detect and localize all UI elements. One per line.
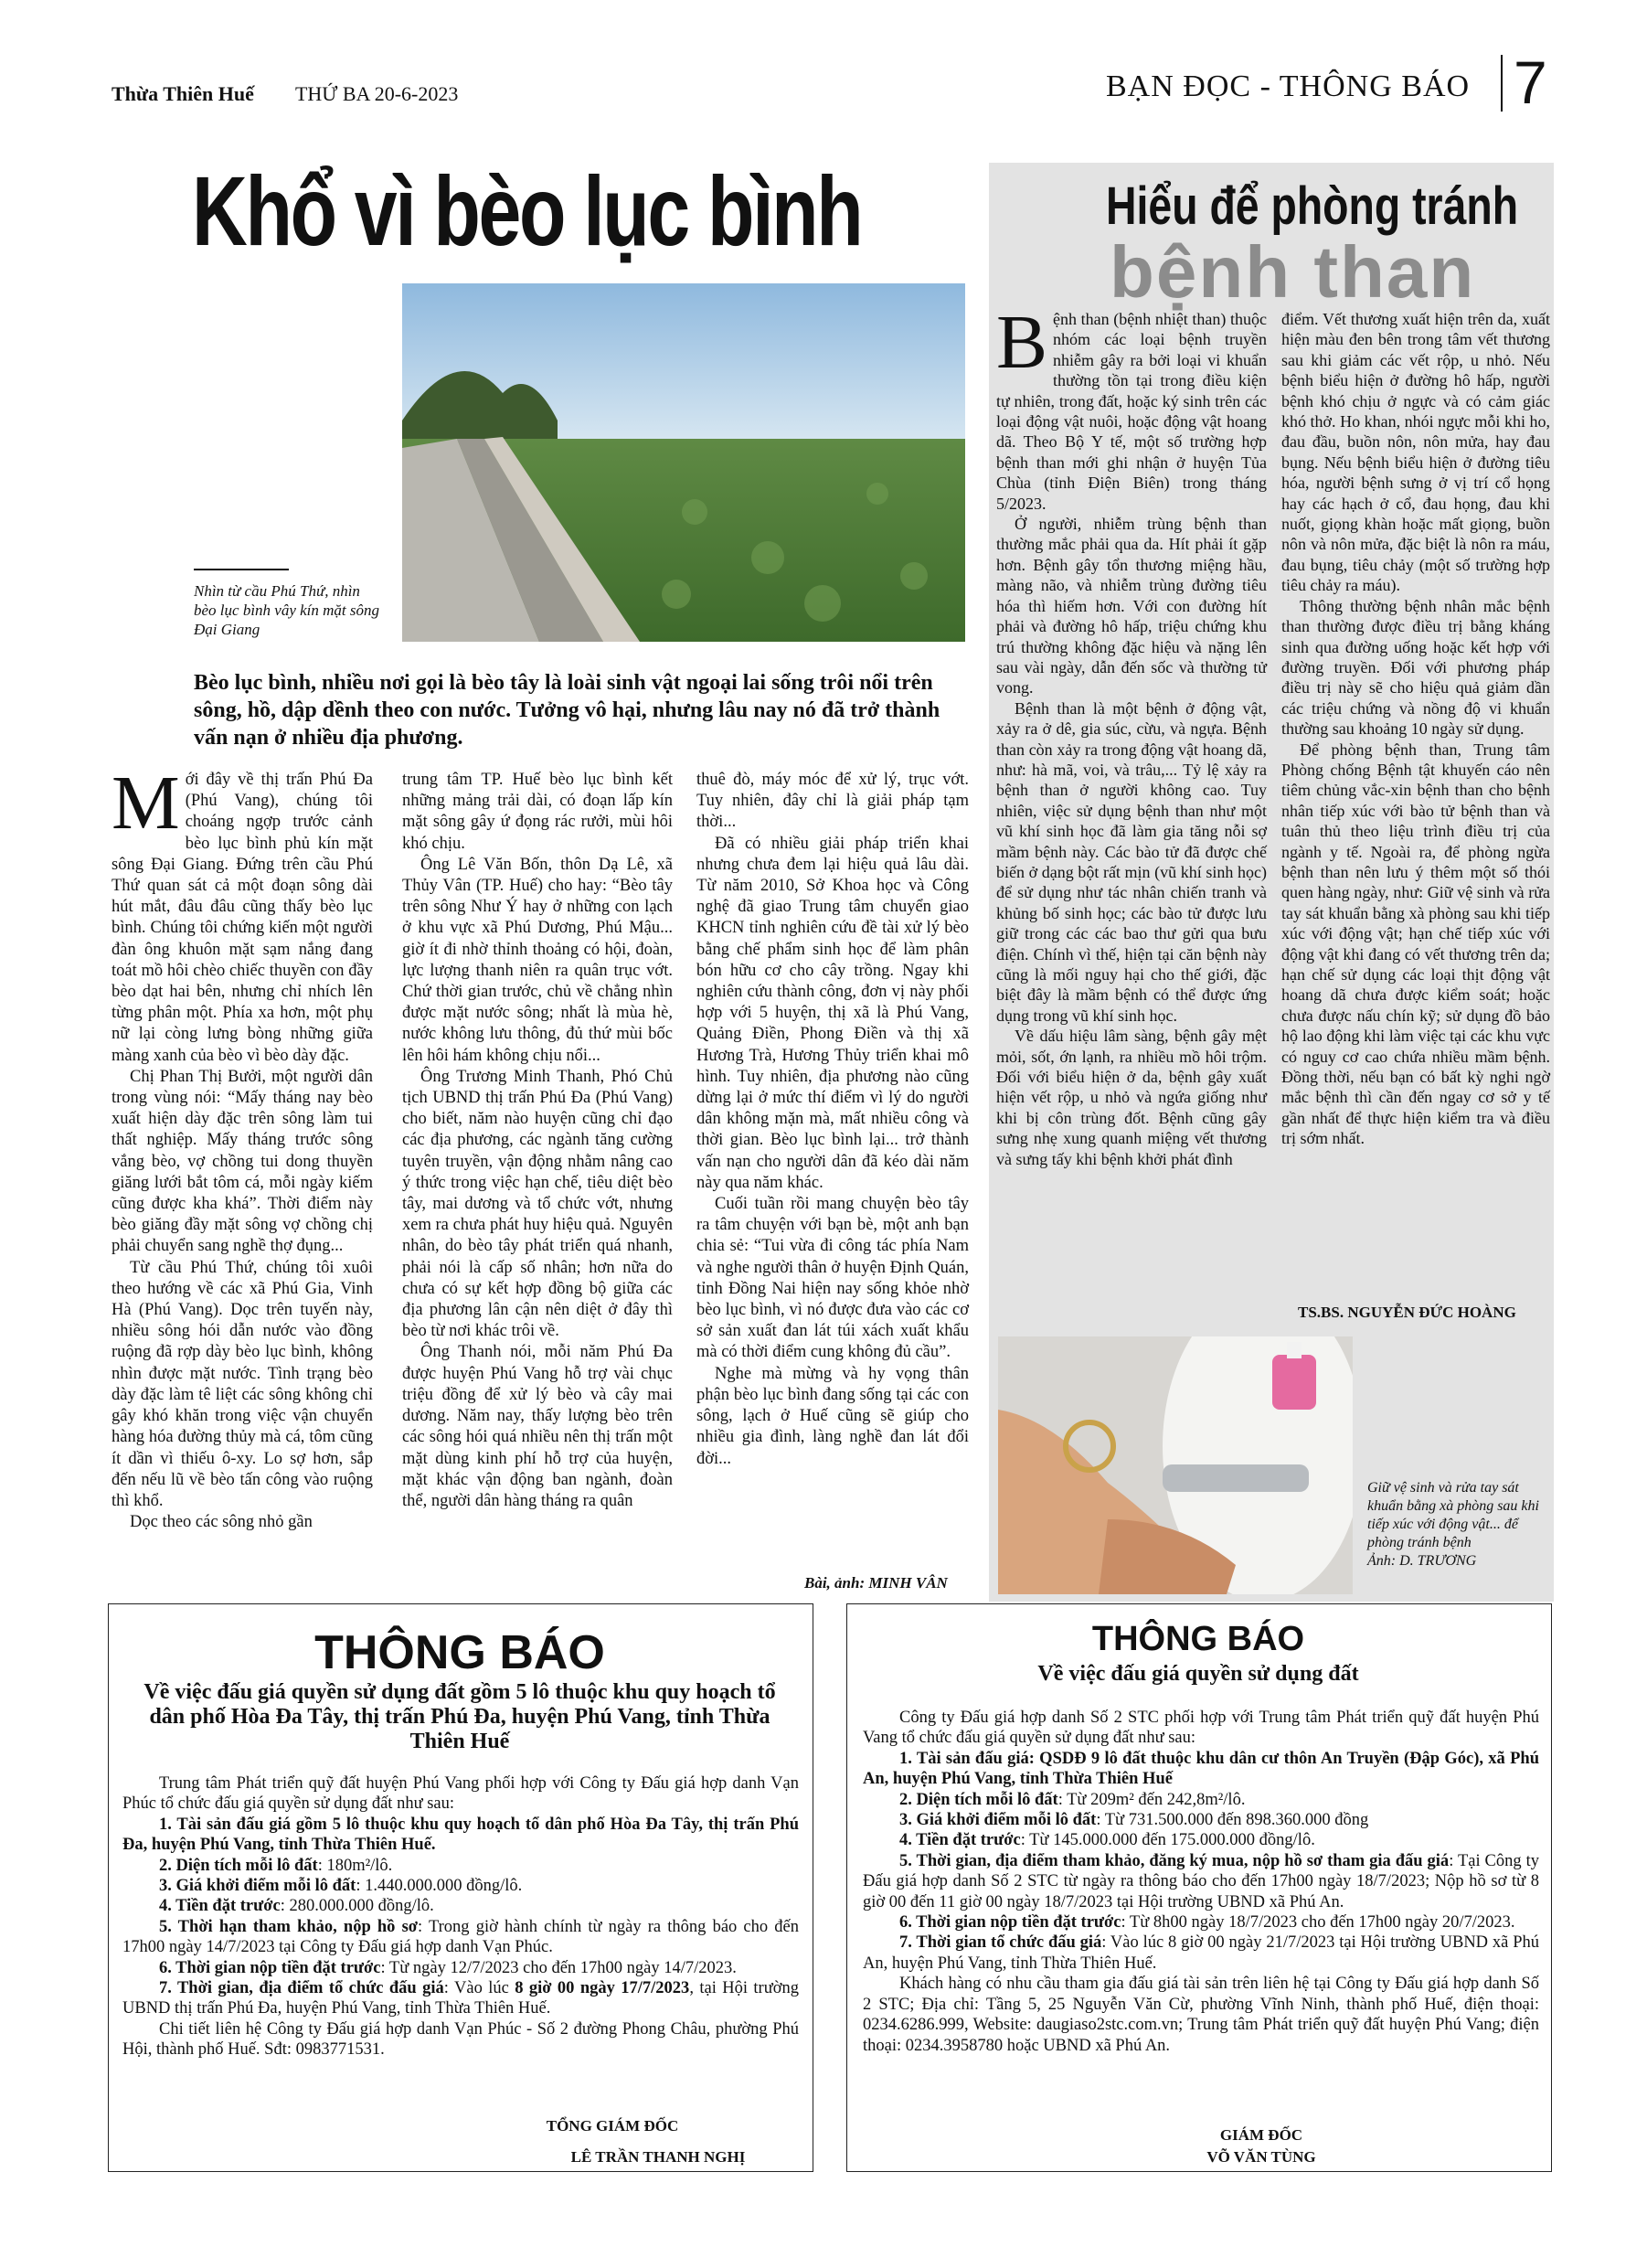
paragraph: Về dấu hiệu lâm sàng, bệnh gây mệt mỏi, sốt, ớn lạnh, ra nhiều mồ hôi trộm. Đối với biểu hiện ở da, bệnh gây xuất hiện vết rộp, u nhỏ và ngứa giống như khi bị côn trùng đốt. Bệnh cũng gây sưng nhẹ xung quanh miệng vết thương và sưng tấy khi bệnh khởi phát đình	[996, 1027, 1267, 1168]
photo-caption: Nhìn từ cầu Phú Thứ, nhìn bèo lục bình vây kín mặt sông Đại Giang	[194, 582, 380, 638]
paragraph: Từ cầu Phú Thứ, chúng tôi xuôi theo hướng về các xã Phú Gia, Vinh Hà (Phú Vang). Dọc trên tuyến này, nhiều sông hói dẫn nước vào đồng ruộng đã rợp dày bèo lục bình, không nhìn được mặt nước. Tình trạng bèo dày đặc làm tê liệt các sông không chỉ gây khó khăn trong việc vận chuyển hàng hóa đường thủy mà cá, tôm cũng ít dần vì thiếu ô-xy. Lo sợ hơn, sắp đến nếu lũ về bèo tấn công vào ruộng thì khổ.	[112, 1258, 373, 1510]
paragraph: Bệnh than là một bệnh ở động vật, xảy ra ở dê, gia súc, cừu, và ngựa. Bệnh than còn xảy ra trong động vật hoang dã, như: hà mã, voi, và trâu,... Tỷ lệ xảy ra bệnh than ở người không cao. Tuy nhiên, việc sử dụng bệnh than như một vũ khí sinh học đã làm gia tăng nỗi sợ mầm bệnh này. Các bào tử đã được chế biến ở dạng bột rất mịn (vũ khí sinh học) để sử dụng như tác nhân chiến tranh và khủng bố sinh học; các bào tử được lưu giữ trong các các bao thư gửi qua bưu điện. Chính vì thế, hiện tại căn bệnh này cũng là mối nguy hại cho thế giới, đặc biệt đây là mầm bệnh có thể được ứng dụng trong vũ khí sinh học.	[996, 698, 1267, 1025]
issue-date: THỨ BA 20-6-2023	[294, 82, 459, 105]
item-label: 2. Diện tích mỗi lô đất	[899, 1790, 1058, 1809]
paragraph: Ở người, nhiễm trùng bệnh than thường mắc phải qua da. Hít phải ít gặp hơn. Bệnh gây tổn thương miệng hầu, màng não, và nhiễm trùng đường tiêu hóa thì hiếm hơn. Với con đường hít phải và đường hô hấp, triệu chứng khu trú thường không đặc hiệu và nặng lên sau vài ngày, dẫn đến sốc và thường tử vong.	[996, 515, 1267, 697]
drop-cap: B	[996, 300, 1048, 385]
river-photo	[402, 283, 965, 642]
item-value: : Từ 731.500.000 đến 898.360.000 đồng	[1096, 1811, 1369, 1830]
sidebar-column-1	[996, 300, 1267, 1169]
paragraph: Để phòng bệnh than, Trung tâm Phòng chống Bệnh tật khuyến cáo nên tiêm chủng vắc-xin bệnh than cho bệnh nhân tiếp xúc với bào tử bệnh than và tuân thủ theo liệu trình điều trị của ngành y tế. Ngoài ra, để phòng ngừa bệnh than nên lưu ý thêm một số thói quen hàng ngày, như: Giữ vệ sinh và rửa tay sát khuẩn bằng xà phòng sau khi tiếp xúc với động vật; hạn chế tiếp xúc với động vật khi đang có vết thương trên da; hạn chế sử dụng các loại thịt động vật hoang dã chưa được kiểm soát; hoặc chưa được nấu chín kỹ; sử dụng đồ bảo hộ lao động khi làm việc tại các khu vực có nguy cơ cao chứa nhiều mầm bệnh. Đồng thời, nếu bạn có bất kỳ nghi ngờ mắc bệnh thì cần đến ngay cơ sở y tế gần nhất để thực hiện kiểm tra và điều trị sớm nhất.	[1281, 740, 1550, 1148]
sidebar-column-2	[1281, 309, 1550, 1149]
item-value: : Từ 145.000.000 đến 175.000.000 đồng/lô.	[1020, 1831, 1315, 1850]
drop-cap: M	[112, 761, 180, 846]
sidebar-title-line2: bệnh than	[1110, 231, 1476, 313]
page-number: 7	[1514, 48, 1547, 116]
notice-subtitle: Về việc đấu giá quyền sử dụng đất	[1037, 1662, 1359, 1686]
notice-intro: Công ty Đấu giá hợp danh Số 2 STC phối hợp với Trung tâm Phát triển quỹ đất huyện Phú Vang tổ chức đấu giá quyền sử dụng đất như sau:	[863, 1709, 1539, 1748]
paragraph: Đã có nhiều giải pháp triển khai nhưng chưa đem lại hiệu quả lâu dài. Từ năm 2010, Sở Khoa học và Công nghệ đã giao Trung tâm chuyển giao KHCN tỉnh nghiên cứu đề tài xử lý bèo bằng chế phẩm sinh học để làm phân bón hữu cơ cho cây trồng. Ngay khi nghiên cứu thành công, đơn vị này phối hợp với 5 huyện, thị xã là Phú Vang, Quảng Điền, Phong Điền và thị xã Hương Trà, Hương Thủy triển khai mô hình. Tuy nhiên, địa phương nào cũng dừng lại ở mức thí điểm vì lý do người dân không mặn mà, mất nhiều công và thời gian. Bèo lục bình lại... trở thành vấn nạn cho người dân đã kéo dài năm này qua năm khác.	[696, 834, 969, 1192]
article-headline: Khổ vì bèo lục bình	[192, 155, 862, 266]
item-value: : 180m²/lô.	[317, 1856, 393, 1875]
section-title: BẠN ĐỌC - THÔNG BÁO	[1106, 69, 1471, 103]
item-label: 3. Giá khởi điểm mỗi lô đất	[159, 1877, 356, 1896]
item-label: 5. Thời gian, địa điểm tham khảo, đăng ký mua, nộp hồ sơ tham gia đấu giá	[899, 1851, 1450, 1870]
paragraph: Nghe mà mừng và hy vọng thân phận bèo lục bình đang sống tại các con sông, lạch ở Huế cũng sẽ giúp cho nhiều gia đình, làng nghề đan lát đổi đời...	[696, 1364, 969, 1468]
item-value: : Từ 8h00 ngày 18/7/2023 cho đến 17h00 ngày 20/7/2023.	[1121, 1913, 1515, 1933]
paragraph: Ông Trương Minh Thanh, Phó Chủ tịch UBND thị trấn Phú Đa (Phú Vang) cho biết, năm nào huyện cũng chỉ đạo các địa phương, các ngành tăng cường tuyên truyền, vận động nhằm nâng cao ý thức trong việc hạn chế, tiêu diệt bèo tây, mai dương và tổ chức vớt, nhưng xem ra chưa phát huy hiệu quả. Nguyên nhân, do bèo tây phát triển quá nhanh, phải nói là cấp số nhân; hơn nữa do chưa có sự kết hợp đồng bộ giữa các địa phương lân cận nên diệt ở đây thì bèo từ nơi khác trôi về.	[402, 1067, 673, 1341]
item-label: 4. Tiền đặt trước	[159, 1897, 281, 1916]
notice-contact: Khách hàng có nhu cầu tham gia đấu giá tài sản trên liên hệ tại Công ty Đấu giá hợp danh Số 2 STC; Địa chỉ: Tầng 5, 25 Nguyễn Văn Cừ, phường Vĩnh Ninh, thành phố Huế, điện thoại: 0234.6286.999, Website: daugiaso2stc.com.vn; Trung tâm Phát triển quỹ đất huyện Phú Vang; điện thoại: 0234.3958780 hoặc UBND xã Phú An.	[863, 1975, 1539, 2055]
notice-body	[863, 1708, 1539, 2056]
handwashing-image	[998, 1336, 1353, 1594]
sidebar-title-line1: Hiểu để phòng tránh	[1106, 176, 1519, 236]
item-label: 2. Diện tích mỗi lô đất	[159, 1856, 318, 1875]
paragraph: Dọc theo các sông nhỏ gần	[130, 1513, 313, 1532]
item-value-bold: 8 giờ 00 ngày 17/7/2023	[515, 1979, 690, 1998]
notice-title: THÔNG BÁO	[1091, 1620, 1305, 1658]
item-label: 6. Thời gian nộp tiền đặt trước	[159, 1958, 381, 1977]
paragraph: điểm. Vết thương xuất hiện trên da, xuất hiện màu đen bên trong tâm vết thương sau khi giảm các vết rộp, u nhỏ. Nếu bệnh biểu hiện ở đường hô hấp, người bệnh khó chịu ở ngực và có cảm giác khó thở. Ho khan, nhói ngực mỗi khi ho, đau đầu, buồn nôn, nôn mửa, hay đau bụng. Nếu bệnh biểu hiện ở đường tiêu hóa, người bệnh sưng ở vị trí cổ họng hay các hạch ở cổ, đau họng, đau khi nuốt, giọng khàn hoặc mất giọng, buồn nôn và nôn mửa, đặc biệt là nôn ra máu, đau bụng, tiêu chảy (một số trường hợp tiêu chảy ra máu).	[1281, 310, 1550, 595]
article-column-2	[402, 770, 673, 1512]
paragraph: thuê đò, máy móc để xử lý, trục vớt. Tuy nhiên, đây chỉ là giải pháp tạm thời...	[696, 771, 969, 832]
item-label: 5. Thời hạn tham khảo, nộp hồ sơ	[159, 1917, 419, 1936]
item-value: : 1.440.000.000 đồng/lô.	[356, 1877, 523, 1896]
notice-title: THÔNG BÁO	[314, 1626, 605, 1679]
paragraph: Chị Phan Thị Bưởi, một người dân trong vùng nói: “Mấy tháng nay bèo xuất hiện dày đặc trên sông làm tui thất nghiệp. Mấy tháng trước sông vắng bèo, vợ chồng tui dong thuyền giăng lưới bắt tôm cá, mỗi ngày kiếm cũng được kha khá”. Thời điểm này bèo giăng đầy mặt sông vợ chồng chị phải chuyển sang nghề thợ đụng...	[112, 1067, 373, 1256]
masthead	[112, 82, 458, 106]
item-value: : Từ 209m² đến 242,8m²/lô.	[1057, 1790, 1246, 1809]
paragraph: ới đây về thị trấn Phú Đa (Phú Vang), chúng tôi choáng ngợp trước cảnh bèo lục bình phủ kín mặt sông Đại Giang. Đứng trên cầu Phú Thứ quan sát cả một đoạn sông dài hút mắt, đâu đâu cũng thấy bèo lục bình. Chúng tôi chứng kiến một người đàn ông khuôn mặt sạm nắng đang toát mồ hôi chèo chiếc thuyền con đầy bèo dạt hai bên, nhưng chỉ nhích lên từng phân một. Phía xa hơn, một phụ nữ lại còng lưng bòng những giữa màng xanh của bèo vì bèo dày đặc.	[112, 771, 373, 1065]
caption-rule	[194, 569, 289, 570]
signer-title: TỔNG GIÁM ĐỐC	[546, 2117, 679, 2135]
notice-contact: Chi tiết liên hệ Công ty Đấu giá hợp danh Vạn Phúc - Số 2 đường Phong Châu, phường Phú Hội, thành phố Huế. Sđt: 0983771531.	[122, 2019, 799, 2060]
notice-intro: Trung tâm Phát triển quỹ đất huyện Phú Vang phối hợp với Công ty Đấu giá hợp danh Vạn Phúc tổ chức đấu giá quyền sử dụng đất như sau:	[122, 1774, 799, 1814]
item-value: : Vào lúc	[443, 1979, 515, 1998]
article-column-1	[112, 761, 373, 1533]
item-label: 6. Thời gian nộp tiền đặt trước	[899, 1913, 1121, 1933]
paragraph: trung tâm TP. Huế bèo lục bình kết những mảng trải dài, có đoạn lấp kín mặt sông gây ứ đọng rác rưởi, mùi hôi khó chịu.	[402, 771, 673, 853]
paragraph: Ông Thanh nói, mỗi năm Phú Đa được huyện Phú Vang hỗ trợ vài chục triệu đồng để xử lý bèo và cây mai dương. Năm nay, thấy lượng bèo trên các sông hói quá nhiều nên thị trấn một mặt dùng kinh phí hỗ trợ của huyện, mặt khác vận động ban ngành, đoàn thể, người dân hàng tháng ra quân	[402, 1343, 673, 1510]
item-label: 4. Tiền đặt trước	[899, 1831, 1021, 1850]
article-column-3	[696, 770, 969, 1470]
paragraph: Cuối tuần rồi mang chuyện bèo tây ra tâm chuyện với bạn bè, một anh bạn chia sẻ: “Tui vừa đi công tác phía Nam và nghe người thân ở huyện Định Quán, tỉnh Đồng Nai hiện nay sống khỏe nhờ bèo lục bình, vì nó được đưa vào các cơ sở sản xuất đan lát túi xách xuất khẩu mà có thời điểm cung không đủ cầu”.	[696, 1195, 969, 1362]
paragraph: Thông thường bệnh nhân mắc bệnh than thường được điều trị bằng kháng sinh qua đường uống hoặc kết hợp với đường truyền. Đối với phương pháp điều trị này sẽ cho hiệu quả giảm dần các triệu chứng và nồng độ vi khuẩn thường sau khoảng 10 ngày sử dụng.	[1281, 596, 1550, 739]
item-value: : Vào lúc 8 giờ 00 ngày 21/7/2023 tại Hội trường UBND xã Phú An, huyện Phú Vang, tỉnh Thừa Thiên Huế.	[863, 1933, 1539, 1973]
article-lead: Bèo lục bình, nhiều nơi gọi là bèo tây là loài sinh vật ngoại lai sống trôi nổi trên sông, hồ, dập dềnh theo con nước. Tưởng vô hại, nhưng lâu nay nó đã trở thành vấn nạn ở nhiều địa phương.	[194, 671, 940, 750]
notice-item-1: 1. Tài sản đấu giá: QSDĐ 9 lô đất thuộc khu dân cư thôn An Truyền (Đập Góc), xã Phú An, huyện Phú Vang, tỉnh Thừa Thiên Huế	[863, 1749, 1539, 1789]
signer-title: GIÁM ĐỐC	[1219, 2126, 1303, 2144]
paragraph: ệnh than (bệnh nhiệt than) thuộc nhóm các loại bệnh truyền nhiễm gây ra bởi loại vi khuẩn thường tồn tại trong điều kiện tự nhiên, trong đất, hoặc ký sinh trên các loại động vật nuôi, hoặc động vật hoang dã. Theo Bộ Y tế, một số trường hợp bệnh than mới ghi nhận ở huyện Tủa Chùa (tỉnh Điện Biên) trong tháng 5/2023.	[996, 310, 1267, 513]
notice-subtitle: Về việc đấu giá quyền sử dụng đất gồm 5 lô thuộc khu quy hoạch tổ dân phố Hòa Đa Tây, thị trấn Phú Đa, huyện Phú Vang, tỉnh Thừa Thiên Huế	[143, 1680, 776, 1753]
paragraph: Ông Lê Văn Bốn, thôn Dạ Lê, xã Thủy Vân (TP. Huế) cho hay: “Bèo tây trên sông Như Ý hay ở những con lạch ở khu vực xã Phú Dương, Phú Mậu... giờ ít đi nhờ thỉnh thoảng có hội, đoàn, lực lượng thanh niên ra quân trục vớt. Chứ thời gian trước, chủ về chẳng nhìn được mặt nước sông; nhất là mùa hè, nước không lưu thông, đủ thứ mùi bốc lên hôi hám không chịu nổi...	[402, 855, 673, 1065]
signer-name: LÊ TRẦN THANH NGHỊ	[570, 2148, 746, 2166]
item-value: : Từ ngày 12/7/2023 cho đến 17h00 ngày 14/7/2023.	[380, 1958, 737, 1977]
item-value: : Trong giờ hành chính từ ngày ra thông báo cho đến 17h00 ngày 14/7/2023 tại Công ty Đấu giá hợp danh Vạn Phúc.	[122, 1917, 800, 1957]
sidebar-photo-caption	[1367, 1479, 1550, 1571]
photo-credit: Ảnh: D. TRƯƠNG	[1367, 1553, 1477, 1569]
water-hyacinth-river-image	[402, 283, 965, 642]
item-label: 7. Thời gian, địa điểm tổ chức đấu giá	[159, 1979, 444, 1998]
article-byline: Bài, ảnh: MINH VÂN	[804, 1574, 948, 1592]
item-label: 3. Giá khởi điểm mỗi lô đất	[899, 1811, 1097, 1830]
item-label: 7. Thời gian tổ chức đấu giá	[899, 1933, 1102, 1953]
notice-body	[122, 1773, 799, 2060]
handwashing-photo	[998, 1336, 1353, 1594]
paper-name: Thừa Thiên Huế	[112, 82, 254, 105]
notice-item-1: 1. Tài sản đấu giá gồm 5 lô thuộc khu quy hoạch tổ dân phố Hòa Đa Tây, thị trấn Phú Đa, huyện Phú Vang, tỉnh Thừa Thiên Huế.	[122, 1815, 799, 1855]
item-value: , tại Hội trường UBND thị trấn Phú Đa, huyện Phú Vang, tỉnh Thừa Thiên Huế.	[122, 1979, 800, 2018]
item-value: : 280.000.000 đồng/lô.	[280, 1897, 434, 1916]
item-value: : Tại Công ty Đấu giá hợp danh Số 2 STC từ ngày ra thông báo cho đến 17h00 ngày 18/7/2023; Nộp hồ sơ từ 8 giờ 00 đến 11 giờ 00 ngày 18/7/2023 tại Hội trường UBND xã Phú An.	[863, 1851, 1539, 1911]
sidebar-author: TS.BS. NGUYỄN ĐỨC HOÀNG	[1298, 1304, 1516, 1321]
signer-name: VÕ VĂN TÙNG	[1206, 2148, 1316, 2166]
caption-text: Giữ vệ sinh và rửa tay sát khuẩn bằng xà phòng sau khi tiếp xúc với động vật... để phòng tránh bệnh	[1367, 1480, 1539, 1550]
header-divider	[1501, 55, 1503, 112]
